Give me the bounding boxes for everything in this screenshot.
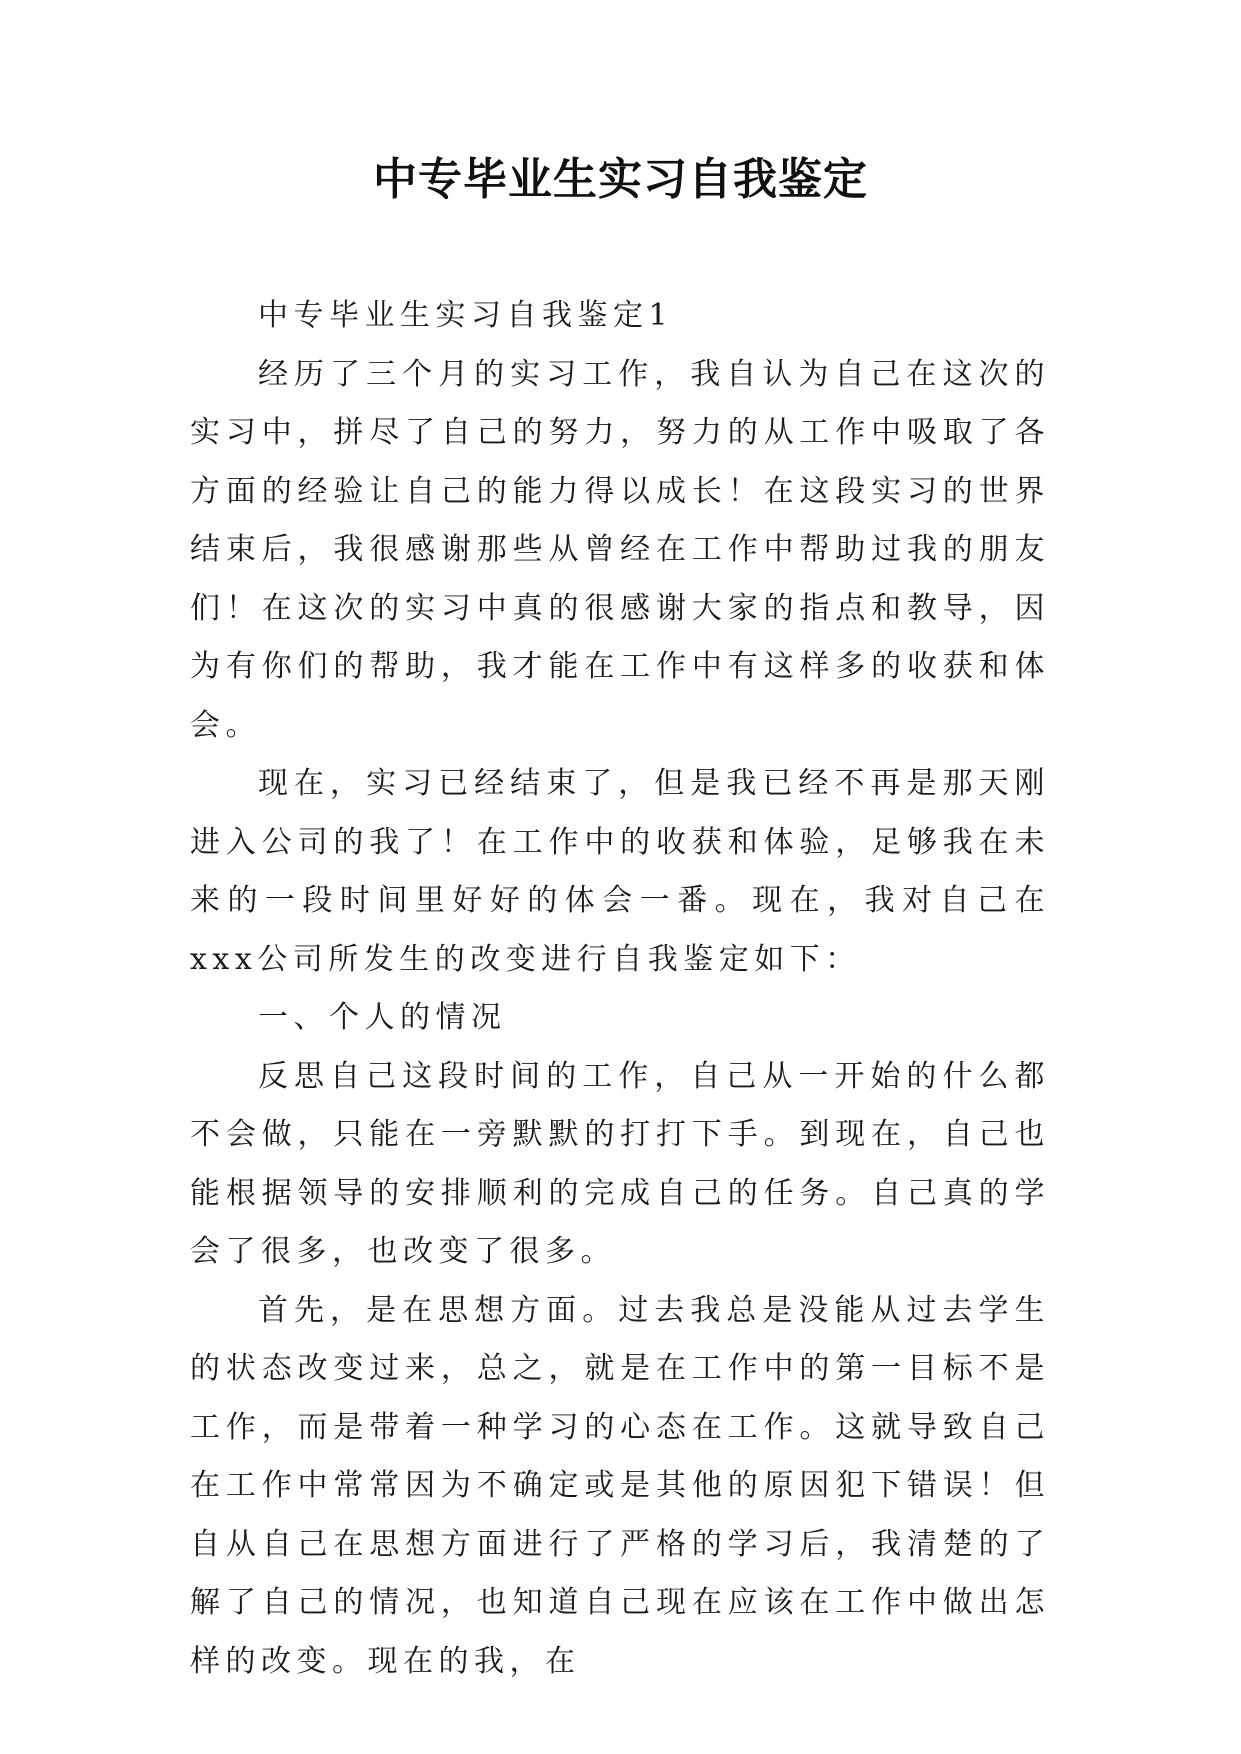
paragraph: 反思自己这段时间的工作，自己从一开始的什么都不会做，只能在一旁默默的打打下手。到现在，自己也能根据领导的安排顺利的完成自己的任务。自己真的学会了很多，也改变了很多。 [190,1058,1050,1269]
section-heading-1: 中专毕业生实习自我鉴定1 [258,298,674,333]
paragraph: 现在，实习已经结束了，但是我已经不再是那天刚进入公司的我了！在工作中的收获和体验，足够我在未来的一段时间里好好的体会一番。现在，我对自己在xxx公司所发生的改变进行自我鉴定如下： [190,766,1050,977]
document-title: 中专毕业生实习自我鉴定 [373,154,868,205]
paragraph: 经历了三个月的实习工作，我自认为自己在这次的实习中，拼尽了自己的努力，努力的从工作中吸取了各方面的经验让自己的能力得以成长！在这段实习的世界结束后，我很感谢那些从曾经在工作中帮助过我的朋友们！在这次的实习中真的很感谢大家的指点和教导，因为有你们的帮助，我才能在工作中有这样多的收获和体会。 [190,356,1050,743]
document-body [190,287,1050,1691]
section-heading-personal: 一、个人的情况 [258,1000,507,1035]
paragraph: 首先，是在思想方面。过去我总是没能从过去学生的状态改变过来，总之，就是在工作中的第一目标不是工作，而是带着一种学习的心态在工作。这就导致自己在工作中常常因为不确定或是其他的原因犯下错误！但自从自己在思想方面进行了严格的学习后，我清楚的了解了自己的情况，也知道自己现在应该在工作中做出怎样的改变。现在的我，在 [190,1292,1050,1679]
